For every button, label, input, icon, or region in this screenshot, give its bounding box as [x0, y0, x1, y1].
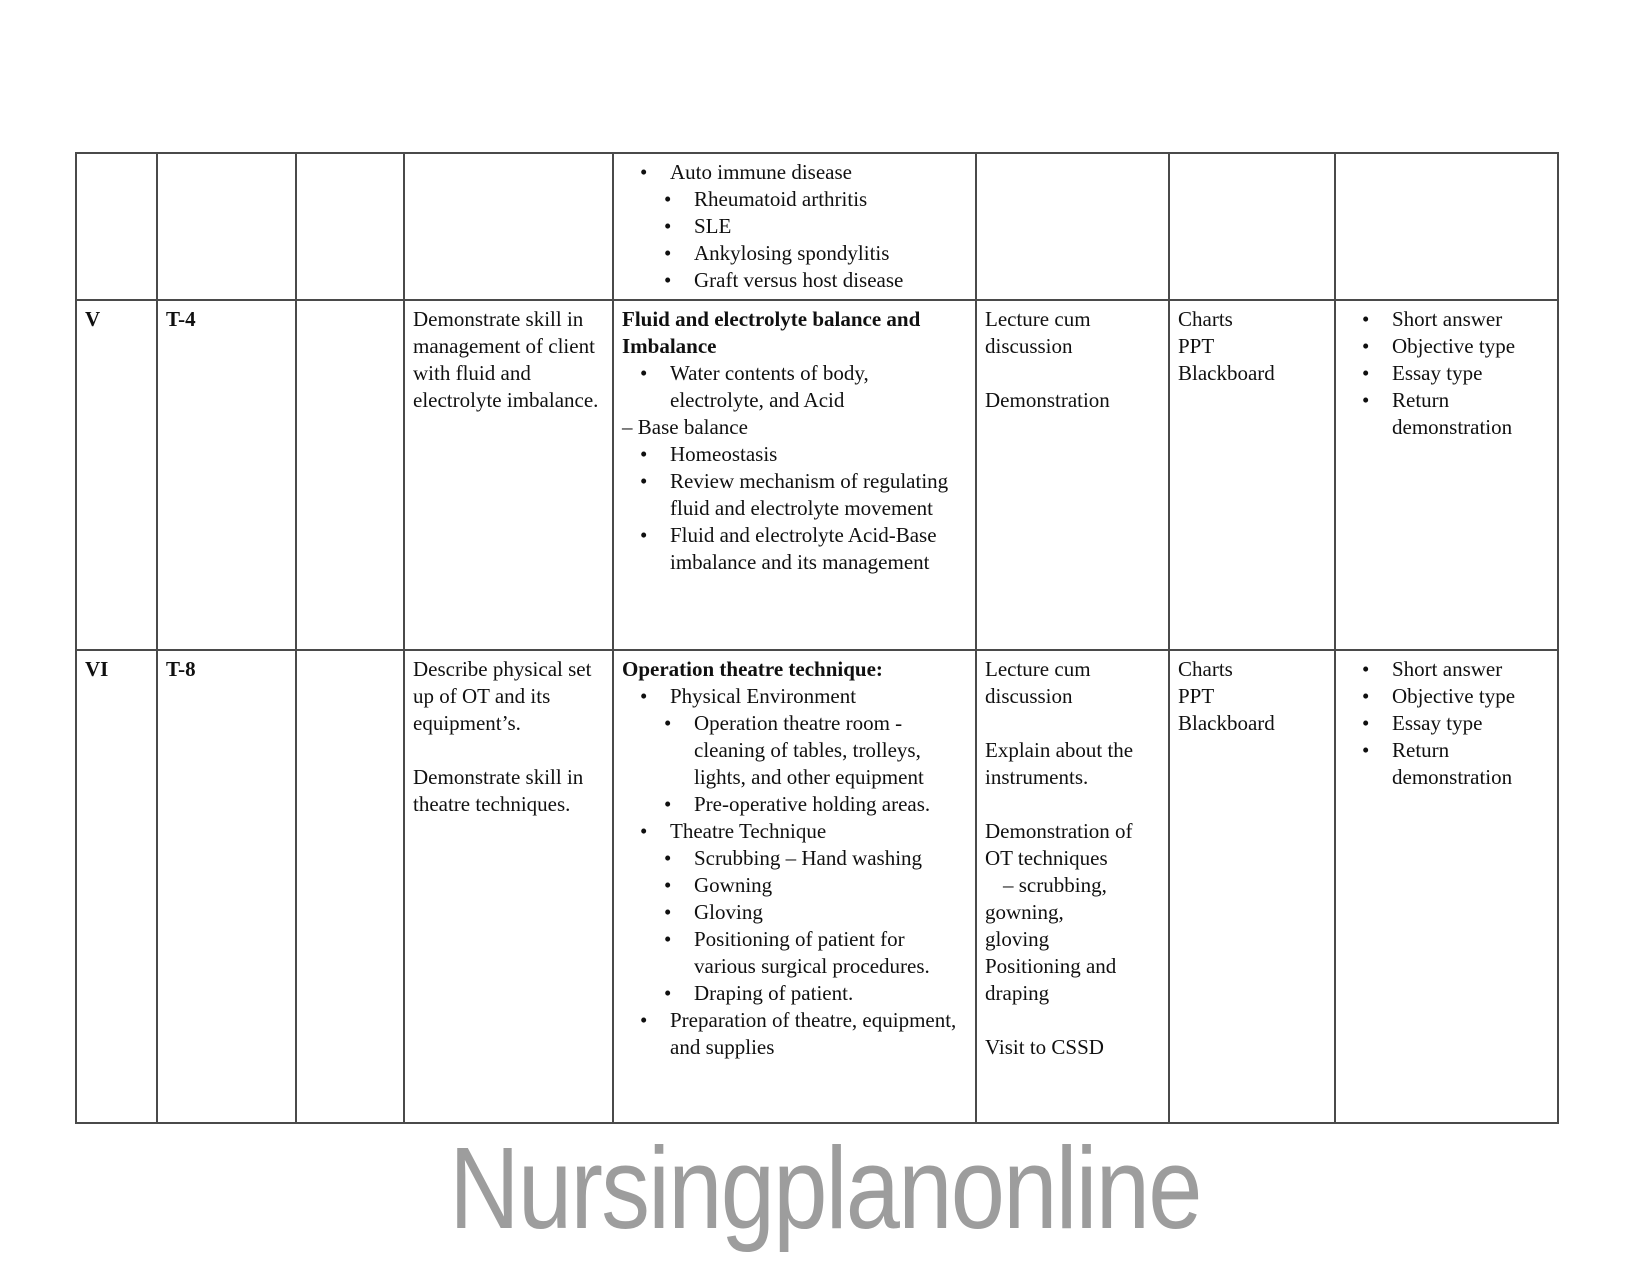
bullet-item — [1344, 333, 1549, 360]
bullet-item — [1344, 306, 1549, 333]
bullet-text: Review mechanism of regulating fluid and electrolyte movement — [670, 469, 949, 520]
hours-label: T-4 — [166, 307, 196, 331]
bullet-icon: • — [664, 846, 672, 870]
bullet-text: Fluid and electrolyte Acid-Base imbalance and its management — [670, 523, 937, 574]
bullet-item — [1344, 737, 1549, 791]
cell-unit — [76, 650, 157, 1123]
cell-text: PPT — [1178, 334, 1215, 358]
bullet-item — [622, 159, 967, 186]
cell-hours — [157, 300, 296, 650]
bullet-item — [622, 522, 967, 576]
cell-text: – Base balance — [622, 415, 748, 439]
bullet-text: Draping of patient. — [694, 981, 854, 1005]
lesson-table-body — [76, 153, 1558, 1123]
cell-objectives — [404, 300, 613, 650]
cell-av — [1169, 300, 1335, 650]
bullet-text: Pre-operative holding areas. — [694, 792, 931, 816]
bullet-item — [1344, 710, 1549, 737]
bullet-text: Short answer — [1392, 657, 1503, 681]
unit-label: V — [85, 307, 101, 331]
cell-objectives — [404, 650, 613, 1123]
bullet-icon: • — [664, 711, 672, 735]
cell-content — [613, 300, 976, 650]
table-row — [76, 300, 1558, 650]
bullet-text: Scrubbing – Hand washing — [694, 846, 923, 870]
bullet-item — [622, 683, 967, 710]
cell-text: Visit to CSSD — [985, 1035, 1104, 1059]
cell-teaching — [976, 650, 1169, 1123]
bullet-item — [622, 1007, 967, 1061]
bullet-text: Physical Environment — [670, 684, 857, 708]
bullet-text: Water contents of body, electrolyte, and Acid — [670, 361, 869, 412]
bullet-text: Ankylosing spondylitis — [694, 241, 890, 265]
bullet-text: Auto immune disease — [670, 160, 852, 184]
bullet-item — [622, 240, 967, 267]
cell-av — [1169, 153, 1335, 300]
bullet-text: Operation theatre room - cleaning of tables, trolleys, lights, and other equipment — [694, 711, 924, 789]
cell-text: Demonstration — [985, 388, 1110, 412]
cell-evaluation — [1335, 153, 1558, 300]
cell-text: Demonstration of OT techniques — [985, 819, 1133, 870]
bullet-text: Gloving — [694, 900, 763, 924]
cell-objectives — [404, 153, 613, 300]
bullet-item — [1344, 683, 1549, 710]
bullet-item — [622, 818, 967, 845]
bullet-item — [622, 360, 967, 414]
bullet-icon: • — [1362, 334, 1370, 358]
cell-teaching — [976, 300, 1169, 650]
cell-text: Describe physical set up of OT and its equipment’s. — [413, 657, 592, 735]
bullet-item — [1344, 656, 1549, 683]
bullet-icon: • — [640, 361, 648, 385]
content-heading: Operation theatre technique: — [622, 657, 883, 681]
bullet-text: Gowning — [694, 873, 773, 897]
bullet-text: Positioning of patient for various surgical procedures. — [694, 927, 930, 978]
cell-text: gowning, — [985, 900, 1064, 924]
cell-text: Lecture cum discussion — [985, 307, 1091, 358]
bullet-item — [622, 791, 967, 818]
bullet-text: Return demonstration — [1392, 388, 1513, 439]
cell-spare — [296, 153, 404, 300]
cell-spare — [296, 300, 404, 650]
bullet-icon: • — [664, 981, 672, 1005]
cell-text: Blackboard — [1178, 711, 1275, 735]
bullet-item — [1344, 387, 1549, 441]
cell-text: Charts — [1178, 307, 1233, 331]
cell-unit — [76, 300, 157, 650]
bullet-icon: • — [1362, 657, 1370, 681]
bullet-text: Return demonstration — [1392, 738, 1513, 789]
bullet-item — [622, 441, 967, 468]
bullet-icon: • — [640, 523, 648, 547]
bullet-icon: • — [1362, 361, 1370, 385]
cell-text: gloving — [985, 927, 1050, 951]
bullet-text: Essay type — [1392, 711, 1483, 735]
cell-spare — [296, 650, 404, 1123]
bullet-text: Essay type — [1392, 361, 1483, 385]
bullet-item — [622, 926, 967, 980]
bullet-icon: • — [640, 819, 648, 843]
bullet-text: Theatre Technique — [670, 819, 827, 843]
cell-hours — [157, 153, 296, 300]
cell-teaching — [976, 153, 1169, 300]
bullet-icon: • — [1362, 684, 1370, 708]
content-heading: Fluid and electrolyte balance and Imbalance — [622, 307, 921, 358]
hours-label: T-8 — [166, 657, 196, 681]
cell-text: – scrubbing, — [1003, 873, 1107, 897]
bullet-text: Objective type — [1392, 684, 1516, 708]
bullet-icon: • — [664, 873, 672, 897]
bullet-item — [622, 710, 967, 791]
cell-content — [613, 650, 976, 1123]
bullet-item — [622, 186, 967, 213]
bullet-icon: • — [664, 927, 672, 951]
cell-av — [1169, 650, 1335, 1123]
bullet-item — [622, 872, 967, 899]
unit-label: VI — [85, 657, 109, 681]
cell-text: PPT — [1178, 684, 1215, 708]
bullet-icon: • — [640, 469, 648, 493]
bullet-icon: • — [640, 1008, 648, 1032]
bullet-icon: • — [664, 214, 672, 238]
bullet-item — [622, 213, 967, 240]
bullet-icon: • — [1362, 738, 1370, 762]
bullet-icon: • — [1362, 711, 1370, 735]
cell-unit — [76, 153, 157, 300]
bullet-item — [622, 980, 967, 1007]
bullet-icon: • — [664, 268, 672, 292]
bullet-icon: • — [664, 241, 672, 265]
bullet-item — [622, 267, 967, 294]
cell-text: Lecture cum discussion — [985, 657, 1091, 708]
bullet-icon: • — [640, 442, 648, 466]
bullet-text: Short answer — [1392, 307, 1503, 331]
bullet-text: Preparation of theatre, equipment, and supplies — [670, 1008, 957, 1059]
cell-text: Demonstrate skill in management of client with fluid and electrolyte imbalance. — [413, 307, 599, 412]
cell-text: Charts — [1178, 657, 1233, 681]
bullet-icon: • — [1362, 307, 1370, 331]
cell-hours — [157, 650, 296, 1123]
cell-text: Positioning and draping — [985, 954, 1117, 1005]
lesson-plan-table — [75, 152, 1559, 1124]
bullet-item — [622, 845, 967, 872]
bullet-text: SLE — [694, 214, 732, 238]
bullet-icon: • — [640, 160, 648, 184]
table-row — [76, 153, 1558, 300]
bullet-icon: • — [640, 684, 648, 708]
cell-text: Demonstrate skill in theatre techniques. — [413, 765, 584, 816]
bullet-item — [1344, 360, 1549, 387]
cell-evaluation — [1335, 300, 1558, 650]
bullet-icon: • — [664, 187, 672, 211]
table-row — [76, 650, 1558, 1123]
bullet-icon: • — [664, 792, 672, 816]
bullet-item — [622, 468, 967, 522]
bullet-text: Graft versus host disease — [694, 268, 904, 292]
cell-evaluation — [1335, 650, 1558, 1123]
bullet-icon: • — [664, 900, 672, 924]
bullet-icon: • — [1362, 388, 1370, 412]
cell-text: Blackboard — [1178, 361, 1275, 385]
watermark-text: Nursingplanonline — [449, 1123, 1201, 1253]
bullet-item — [622, 899, 967, 926]
cell-content — [613, 153, 976, 300]
bullet-text: Objective type — [1392, 334, 1516, 358]
cell-text: Explain about the instruments. — [985, 738, 1134, 789]
bullet-text: Homeostasis — [670, 442, 778, 466]
bullet-text: Rheumatoid arthritis — [694, 187, 868, 211]
